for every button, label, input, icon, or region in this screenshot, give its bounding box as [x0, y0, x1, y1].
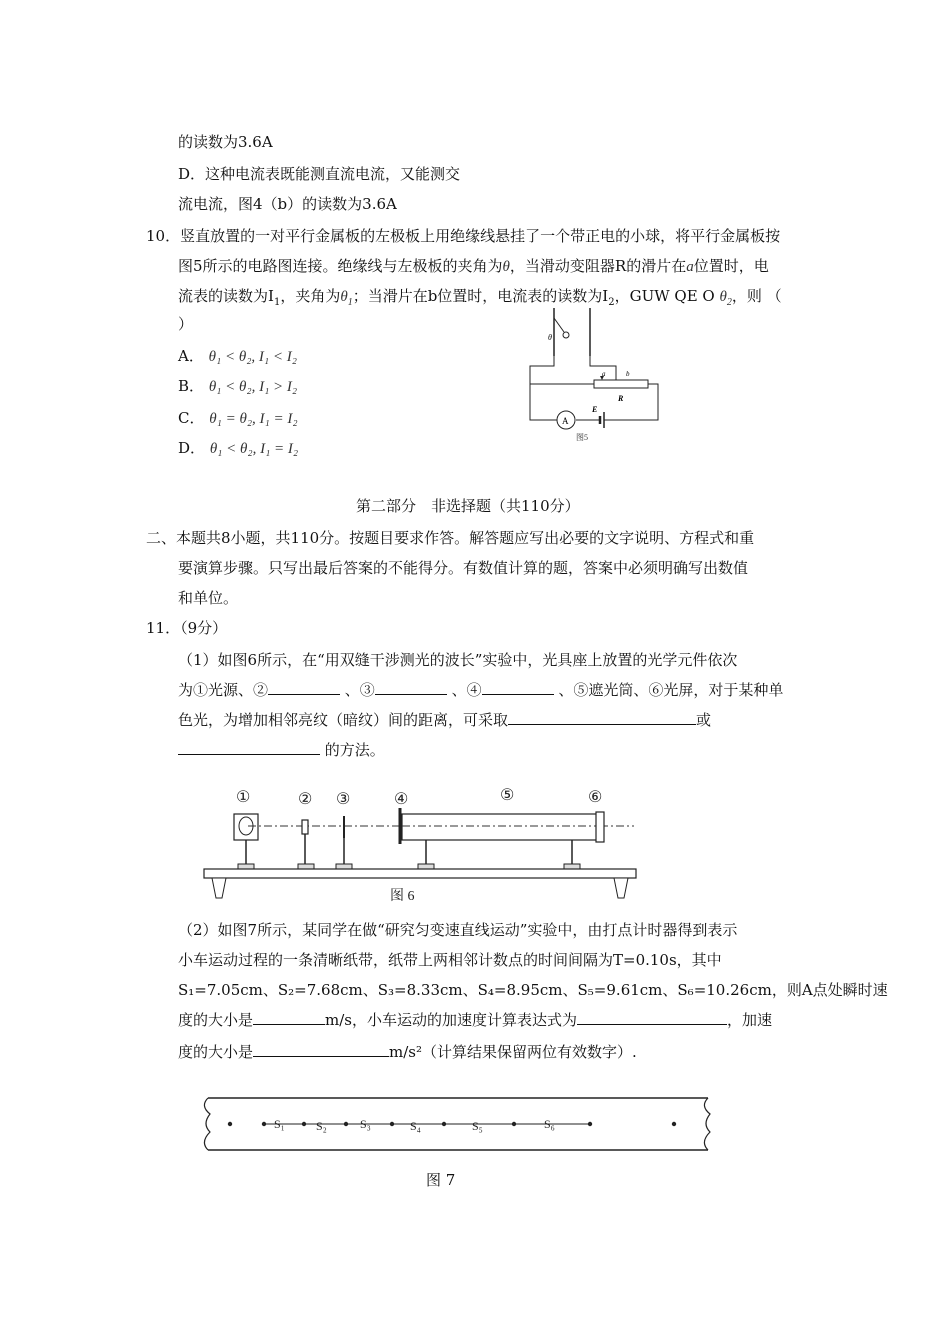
fig6-label-1: ①: [236, 789, 251, 806]
answer-blank-3[interactable]: [375, 680, 447, 695]
option-c-label: C．: [178, 409, 205, 427]
q10-stem-2b: ，当滑动变阻器R的滑片在: [509, 257, 687, 275]
fig5-a: a: [602, 370, 606, 378]
tape-label-s2: S₂: [316, 1119, 327, 1133]
q10-stem-3c: ；当滑片在b位置时，电流表的读数为I: [352, 287, 609, 305]
q10-stem-3a: 流表的读数为I: [178, 287, 274, 305]
option-a-label: A．: [178, 347, 204, 365]
fig6-label-6: ⑥: [588, 789, 603, 806]
answer-blank-acceleration[interactable]: [253, 1042, 389, 1057]
fig5-E: E: [592, 405, 598, 414]
fig5-caption: 图5: [576, 433, 588, 442]
part2-intro-1: 二、本题共8小题，共110分。按题目要求作答。解答题应写出必要的文字说明、方程式和重: [146, 529, 755, 547]
figure-5-circuit: [520, 300, 670, 450]
q10-stem-2c: 位置时，电: [693, 257, 769, 275]
q10-stem-line-1: 10．竖直放置的一对平行金属板的左极板上用绝缘线悬挂了一个带正电的小球，将平行金属板按: [146, 227, 781, 245]
q11-p2-4a: 度的大小是: [178, 1011, 254, 1029]
option-d-math: θ₁ < θ₂, I₁ = I₂: [209, 441, 299, 457]
answer-blank-expression[interactable]: [577, 1010, 727, 1025]
option-d-label: D．: [178, 439, 206, 457]
q11-p2-4b: m/s，小车运动的加速度计算表达式为: [325, 1011, 577, 1029]
position-a: a: [686, 259, 694, 275]
fig5-R: R: [618, 394, 624, 403]
part2-title: 第二部分 非选择题（共110分）: [356, 497, 580, 515]
q11-p2-5a: 度的大小是: [178, 1043, 254, 1061]
option-b-math: θ₁ < θ₂, I₁ > I₂: [208, 379, 298, 395]
q11-heading: 11．（9分）: [146, 619, 228, 637]
fig7-caption: 图 7: [426, 1171, 456, 1189]
q10-stem-3e: ，则 （: [731, 287, 782, 305]
tape-label-s5: S₅: [472, 1119, 483, 1133]
fig5-b: b: [626, 370, 630, 378]
answer-blank-4[interactable]: [482, 680, 554, 695]
tape-label-s3: S₃: [360, 1117, 371, 1131]
tape-label-s4: S₄: [410, 1119, 421, 1133]
q11-p2-5b: m/s²（计算结果保留两位有效数字）.: [389, 1043, 637, 1061]
q11-p1-2b: 、③: [344, 681, 375, 699]
part2-intro-3: 和单位。: [178, 589, 239, 607]
q10-stem-line-2: [178, 256, 769, 277]
q11-p1-3a: 色光，为增加相邻亮纹（暗纹）间的距离，可采取: [178, 711, 509, 729]
q10-stem-2a: 图5所示的电路图连接。绝缘线与左极板的夹角为: [178, 257, 503, 275]
q11-p2-line-3: S₁=7.05cm、S₂=7.68cm、S₃=8.33cm、S₄=8.95cm、S₅=9.61cm、S₆=10.26cm，则A点处瞬时速: [178, 981, 888, 999]
answer-blank-method-1[interactable]: [508, 710, 696, 725]
q10-stem-3b: ，夹角为: [280, 287, 341, 305]
fig5-A: A: [562, 416, 569, 426]
option-a-math: θ₁ < θ₂, I₁ < I₂: [208, 349, 297, 365]
fig6-label-4: ④: [394, 791, 409, 808]
option-c-math: θ₁ = θ₂, I₁ = I₂: [209, 411, 298, 427]
q10-option-a: [178, 346, 297, 367]
q10-stem-line-4: ）: [178, 315, 194, 333]
answer-blank-2[interactable]: [268, 680, 340, 695]
q9-text-line: 的读数为3.6A: [178, 133, 273, 151]
q11-p2-line-4: [178, 1010, 772, 1030]
q11-p1-line-4: [178, 740, 385, 760]
q11-p2-line-1: （2）如图7所示，某同学在做“研究匀变速直线运动”实验中，由打点计时器得到表示: [178, 921, 738, 939]
figure-6-optical-bench: [196, 778, 646, 906]
fig5-theta: θ: [548, 333, 552, 342]
tape-label-s1: S₁: [274, 1117, 285, 1131]
q10-stem-line-3: 流表的读数为$I_1$，夹角为$\theta_1$；当滑片在b位置时，电流表的读数为$I_2$，GUW QE O $\theta_2$，则 （: [178, 287, 782, 308]
q11-p1-line-3: [178, 710, 711, 730]
q11-p2-line-2: 小车运动过程的一条清晰纸带，纸带上两相邻计数点的时间间隔为T=0.10s，其中: [178, 951, 722, 969]
part2-intro-2: 要演算步骤。只写出最后答案的不能得分。有数值计算的题，答案中必须明确写出数值: [178, 559, 749, 577]
answer-blank-method-2[interactable]: [178, 740, 320, 755]
q11-p1-line-2: [178, 680, 783, 700]
tape-label-s6: S₆: [544, 1117, 555, 1131]
fig6-label-2: ②: [298, 791, 313, 808]
option-b-label: B．: [178, 377, 205, 395]
figure-7-paper-tape: [198, 1092, 718, 1158]
q9-option-d-cont: 流电流，图4（b）的读数为3.6A: [178, 195, 397, 213]
q11-p1-4: 的方法。: [324, 741, 385, 759]
q11-p1-2a: 为①光源、②: [178, 681, 269, 699]
theta-symbol: θ: [502, 259, 510, 275]
q11-p1-2d: 、⑤遮光筒、⑥光屏，对于某种单: [558, 681, 784, 699]
q11-p1-line-1: （1）如图6所示，在“用双缝干涉测光的波长”实验中，光具座上放置的光学元件依次: [178, 651, 738, 669]
q10-option-b: [178, 376, 297, 397]
q11-p2-4c: ，加速: [727, 1011, 773, 1029]
q11-p1-3b: 或: [696, 711, 712, 729]
answer-blank-velocity[interactable]: [253, 1010, 325, 1025]
fig6-label-5: ⑤: [500, 787, 515, 804]
q10-option-c: [178, 408, 298, 429]
fig6-caption: 图 6: [390, 889, 415, 904]
q10-stem-3d: ，GUW QE O: [614, 287, 715, 305]
fig6-label-3: ③: [336, 791, 351, 808]
q9-option-d: D．这种电流表既能测直流电流，又能测交: [178, 165, 461, 183]
q10-option-d: [178, 438, 298, 459]
q11-p2-line-5: [178, 1042, 637, 1062]
q11-p1-2c: 、④: [451, 681, 482, 699]
